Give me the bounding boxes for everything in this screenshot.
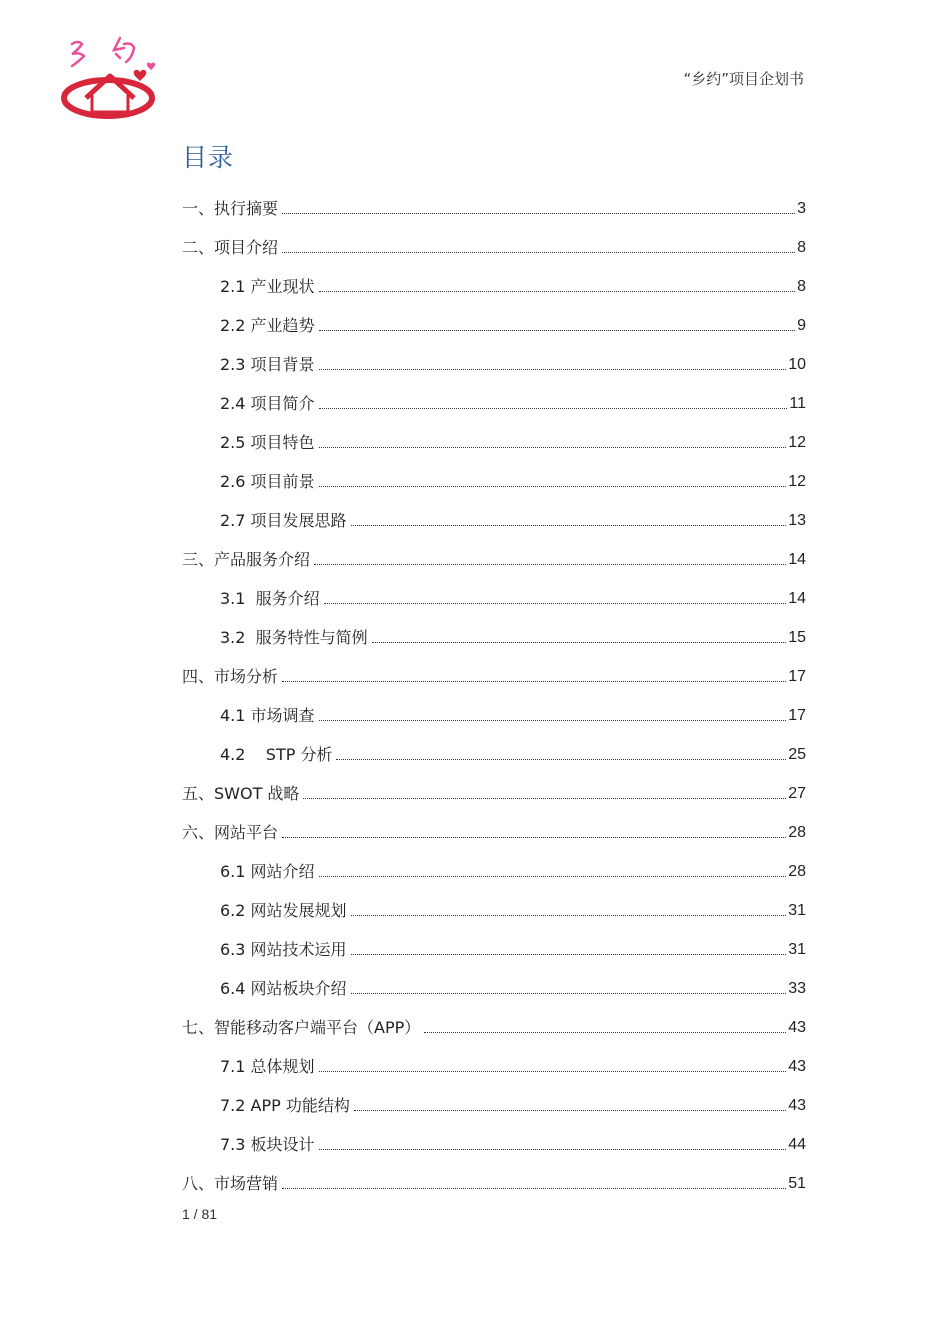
toc-entry-label: 3.1 服务介绍: [220, 589, 320, 608]
toc-entry-page: 43: [788, 1058, 806, 1075]
toc-entry-page: 17: [788, 668, 806, 685]
toc-entry-label: 2.2 产业趋势: [220, 316, 315, 335]
toc-entry[interactable]: [182, 1156, 806, 1195]
toc-entry[interactable]: [182, 259, 806, 298]
toc-entry-label: 2.5 项目特色: [220, 433, 315, 452]
toc-entry[interactable]: [182, 961, 806, 1000]
logo: [58, 30, 162, 122]
toc-dot-leader: [354, 1110, 786, 1111]
toc-entry-label: 2.4 项目简介: [220, 394, 315, 413]
toc-heading: 目录: [182, 143, 235, 172]
toc-entry[interactable]: [182, 1039, 806, 1078]
toc-dot-leader: [351, 525, 787, 526]
toc-entry-page: 12: [788, 434, 806, 451]
toc-dot-leader: [424, 1032, 786, 1033]
toc-entry[interactable]: [182, 805, 806, 844]
toc-entry-label: 3.2 服务特性与简例: [220, 628, 368, 647]
toc-entry[interactable]: [182, 532, 806, 571]
toc-entry-page: 43: [788, 1019, 806, 1036]
toc-entry-page: 44: [788, 1136, 806, 1153]
toc-entry[interactable]: [182, 220, 806, 259]
toc-dot-leader: [319, 408, 788, 409]
toc-entry[interactable]: [182, 1117, 806, 1156]
toc-entry-label: 六、网站平台: [182, 823, 279, 842]
toc-dot-leader: [282, 252, 795, 253]
toc-dot-leader: [351, 993, 787, 994]
toc-entry-page: 17: [788, 707, 806, 724]
toc-dot-leader: [319, 486, 787, 487]
toc-entry[interactable]: [182, 727, 806, 766]
toc-entry[interactable]: [182, 454, 806, 493]
toc-entry-label: 6.1 网站介绍: [220, 862, 315, 881]
toc-entry-label: 7.2 APP 功能结构: [220, 1096, 350, 1115]
toc-dot-leader: [319, 876, 787, 877]
toc-entry-page: 43: [788, 1097, 806, 1114]
toc-entry-label: 2.7 项目发展思路: [220, 511, 347, 530]
toc-entry[interactable]: [182, 610, 806, 649]
toc-entry-label: 6.2 网站发展规划: [220, 901, 347, 920]
toc-entry[interactable]: [182, 922, 806, 961]
toc-dot-leader: [282, 213, 795, 214]
toc-entry[interactable]: [182, 1078, 806, 1117]
toc-dot-leader: [319, 1149, 787, 1150]
page-indicator: 1 / 81: [182, 1206, 218, 1222]
toc-entry[interactable]: [182, 376, 806, 415]
toc-entry-page: 51: [788, 1175, 806, 1192]
toc-entry-page: 31: [788, 902, 806, 919]
toc-entry-page: 27: [788, 785, 806, 802]
toc-entry[interactable]: [182, 571, 806, 610]
toc-dot-leader: [372, 642, 787, 643]
toc-entry-page: 31: [788, 941, 806, 958]
toc-entry-label: 2.1 产业现状: [220, 277, 315, 296]
toc-entry-page: 9: [797, 317, 806, 334]
toc-entry[interactable]: [182, 181, 806, 220]
toc-entry-page: 11: [789, 395, 806, 412]
logo-house-icon: [58, 30, 162, 122]
toc-entry-label: 八、市场营销: [182, 1174, 279, 1193]
toc-entry[interactable]: [182, 883, 806, 922]
toc-entry-label: 四、市场分析: [182, 667, 279, 686]
toc-entry-label: 7.3 板块设计: [220, 1135, 315, 1154]
toc-dot-leader: [319, 291, 796, 292]
toc-dot-leader: [319, 1071, 787, 1072]
toc-entry-page: 14: [788, 590, 806, 607]
toc-dot-leader: [319, 447, 787, 448]
toc-entry-page: 14: [788, 551, 806, 568]
toc-dot-leader: [319, 369, 787, 370]
toc-entry[interactable]: [182, 493, 806, 532]
toc-entry-page: 28: [788, 863, 806, 880]
toc-entry[interactable]: [182, 415, 806, 454]
table-of-contents: [182, 181, 806, 1195]
toc-dot-leader: [351, 915, 787, 916]
toc-entry-label: 三、产品服务介绍: [182, 550, 311, 569]
toc-dot-leader: [282, 837, 786, 838]
toc-entry-label: 二、项目介绍: [182, 238, 279, 257]
toc-entry-page: 8: [797, 239, 806, 256]
toc-dot-leader: [314, 564, 786, 565]
toc-dot-leader: [303, 798, 786, 799]
toc-entry-label: 6.3 网站技术运用: [220, 940, 347, 959]
document-header-title: “乡约”项目企划书: [683, 70, 804, 88]
toc-entry-label: 7.1 总体规划: [220, 1057, 315, 1076]
toc-entry-page: 13: [788, 512, 806, 529]
toc-entry-page: 10: [788, 356, 806, 373]
toc-dot-leader: [282, 681, 786, 682]
toc-dot-leader: [282, 1188, 786, 1189]
toc-dot-leader: [319, 330, 796, 331]
toc-dot-leader: [319, 720, 787, 721]
toc-entry-page: 15: [788, 629, 806, 646]
toc-entry-label: 2.3 项目背景: [220, 355, 315, 374]
toc-entry[interactable]: [182, 766, 806, 805]
toc-entry-label: 6.4 网站板块介绍: [220, 979, 347, 998]
toc-entry-page: 25: [788, 746, 806, 763]
toc-entry[interactable]: [182, 298, 806, 337]
toc-entry[interactable]: [182, 337, 806, 376]
toc-entry-page: 12: [788, 473, 806, 490]
toc-entry[interactable]: [182, 1000, 806, 1039]
toc-entry-page: 3: [797, 200, 806, 217]
toc-entry[interactable]: [182, 649, 806, 688]
toc-dot-leader: [351, 954, 787, 955]
toc-dot-leader: [336, 759, 786, 760]
toc-entry[interactable]: [182, 688, 806, 727]
toc-entry-label: 4.2 STP 分析: [220, 745, 333, 764]
toc-entry-label: 一、执行摘要: [182, 199, 279, 218]
toc-dot-leader: [324, 603, 787, 604]
toc-entry-label: 4.1 市场调查: [220, 706, 315, 725]
toc-entry-page: 8: [797, 278, 806, 295]
toc-entry-label: 2.6 项目前景: [220, 472, 315, 491]
toc-entry-page: 33: [788, 980, 806, 997]
toc-entry[interactable]: [182, 844, 806, 883]
toc-entry-page: 28: [788, 824, 806, 841]
toc-entry-label: 五、SWOT 战略: [182, 784, 300, 803]
toc-entry-label: 七、智能移动客户端平台（APP）: [182, 1018, 421, 1037]
